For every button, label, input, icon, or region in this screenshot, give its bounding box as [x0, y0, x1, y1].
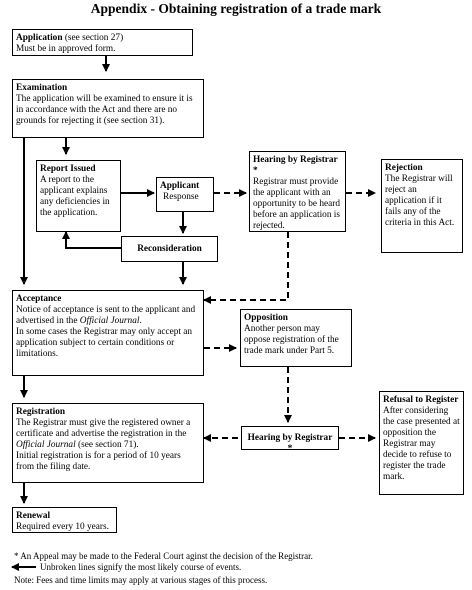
hearing1-heading: Hearing by Registrar *: [253, 155, 338, 176]
footnote-fees: Note: Fees and time limits may apply at various stages of this process.: [14, 575, 268, 585]
rejection-box: [381, 159, 463, 253]
hearing1-body: Registrar must provide the applicant with an opportunity to be heard before an application is rejected.: [253, 177, 341, 231]
acceptance-body1: Notice of acceptance is sent to the applicant and advertised in the: [16, 305, 196, 326]
application-body: Must be in approved form.: [16, 44, 116, 54]
hearing-by-registrar-2-box: [241, 426, 339, 454]
refusal-box: [379, 391, 464, 495]
footnote-unbroken: Unbroken lines signify the most likely course of events.: [40, 562, 242, 572]
opposition-box: [240, 309, 352, 367]
applicant-response-line2: Response: [163, 192, 199, 202]
acceptance-heading: Acceptance: [16, 294, 62, 304]
footnote-appeal: * An Appeal may be made to the Federal Court aginst the decision of the Registrar.: [14, 551, 313, 561]
report-issued-box: [36, 160, 121, 232]
applicant-response-box: [156, 177, 214, 212]
reconsideration-label: Reconsideration: [137, 244, 202, 254]
rejection-body: The Registrar will reject an application if it fails any of the criteria in this Act.: [385, 174, 455, 228]
acceptance-body2: In some cases the Registrar may only accept an application subject to certain conditions or limitations.: [16, 327, 193, 359]
acceptance-journal: Official Journal: [79, 316, 140, 326]
opposition-body: Another person may oppose registration of the trade mark under Part 5.: [244, 324, 339, 356]
registration-box: Registration The Registrar must give the registered owner a certificate and advertise the registration in the Official Journal (see section 71). Initial registration is for a period of 10 years from the filing date.: [12, 403, 204, 483]
applicant-response-line1: Applicant: [160, 181, 200, 191]
registration-heading: Registration: [16, 407, 66, 417]
hearing2-label: Hearing by Registrar *: [247, 433, 333, 454]
registration-body: The Registrar must give the registered owner a certificate and advertise the registration in the: [16, 418, 191, 439]
refusal-body: After considering the case presented at opposition the Registrar may decide to refuse to register the trade mark.: [383, 406, 460, 482]
report-body: A report to the applicant explains any deficiencies in the application.: [40, 175, 110, 218]
examination-box: [12, 79, 204, 138]
examination-heading: Examination: [16, 83, 68, 93]
hearing-by-registrar-box: [249, 151, 346, 232]
examination-body: The application will be examined to ensure it is in accordance with the Act and there are no grounds for rejecting it (see section 31).: [16, 94, 193, 126]
opposition-heading: Opposition: [244, 313, 288, 323]
page-title: Appendix - Obtaining registration of a trade mark: [90, 1, 382, 16]
reconsideration-box: [121, 236, 218, 262]
renewal-body: Required every 10 years.: [16, 522, 109, 532]
report-heading: Report Issued: [40, 164, 96, 174]
application-box: [12, 29, 193, 56]
refusal-heading: Refusal to Register: [383, 395, 459, 405]
application-heading: Application: [16, 33, 63, 43]
registration-journal: Official Journal: [16, 440, 76, 450]
renewal-heading: Renewal: [16, 511, 51, 521]
acceptance-box: Acceptance Notice of acceptance is sent to the applicant and advertised in the Official Journal. In some cases the Registrar may only accept an application subject to certain conditions or limitations.: [12, 290, 204, 376]
rejection-heading: Rejection: [385, 163, 423, 173]
registration-body2: Initial registration is for a period of 10 years from the filing date.: [16, 451, 181, 472]
application-heading-suffix: (see section 27): [62, 33, 124, 43]
renewal-box: [12, 507, 117, 533]
